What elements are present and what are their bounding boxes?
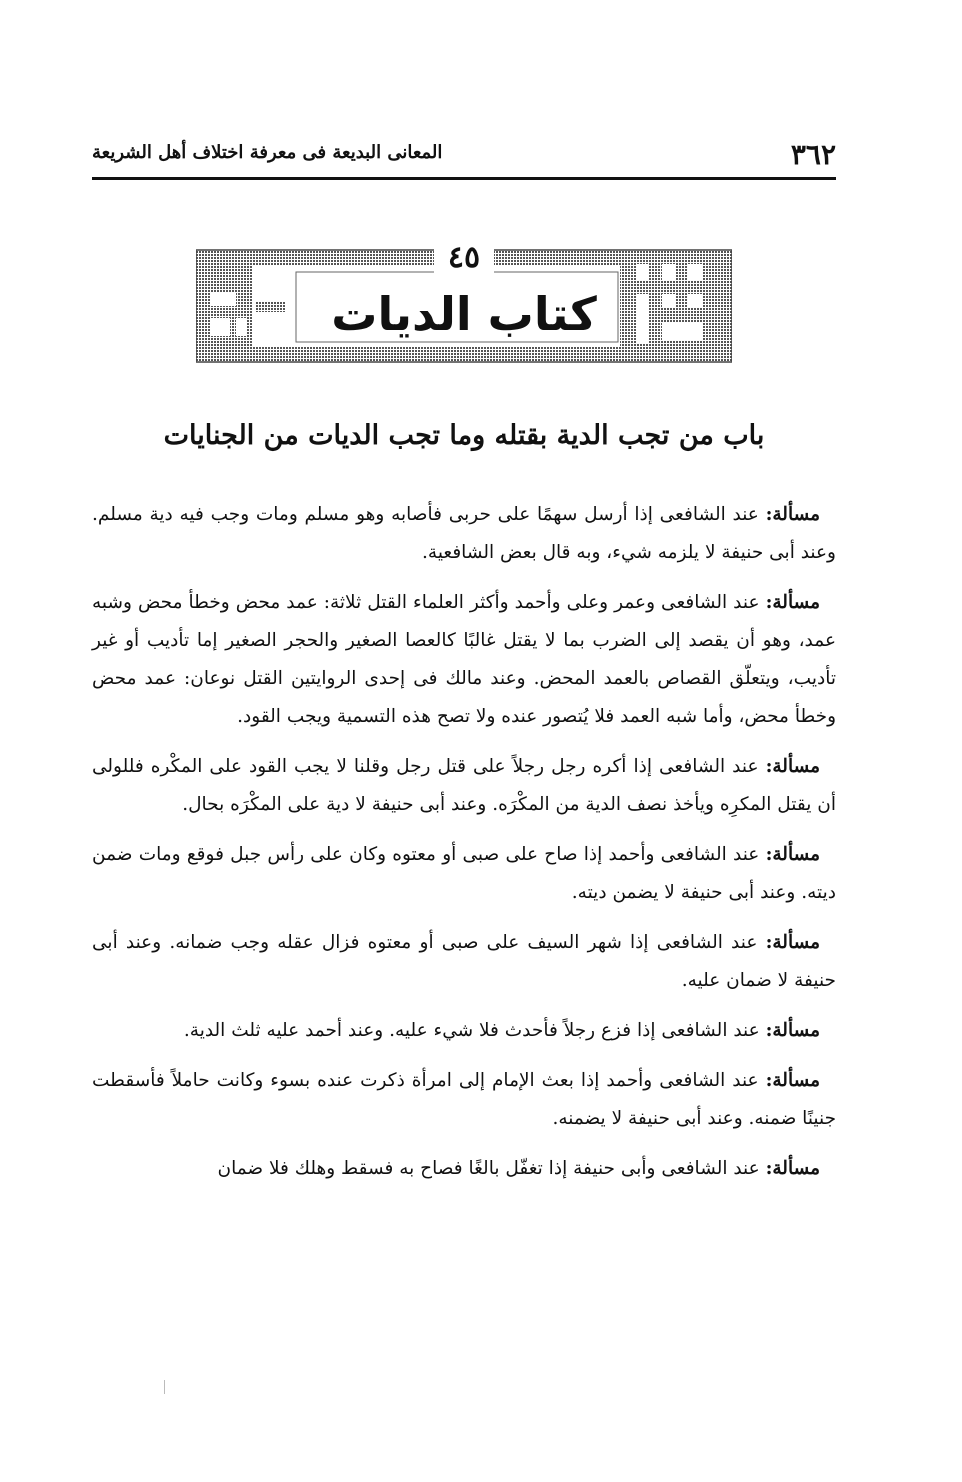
masala-label: مسألة:: [765, 844, 820, 865]
masala-label: مسألة:: [765, 1020, 820, 1041]
masala-label: مسألة:: [765, 1070, 820, 1091]
page-number: ٣٦٢: [790, 138, 836, 171]
masala-paragraph: [92, 1012, 836, 1050]
masala-paragraph: [92, 1062, 836, 1138]
masala-paragraph: [92, 924, 836, 1000]
masala-label: مسألة:: [765, 504, 820, 525]
chapter-number-text: ٤٥: [434, 240, 494, 275]
masala-text: عند الشافعى وأحمد إذا بعث الإمام إلى امرأة ذكرت عنده بسوء وكانت حاملاً فأسقطت جنينًا ضمنه. وعند أبى حنيفة لا يضمنه.: [92, 1070, 836, 1129]
chapter-number: [196, 242, 732, 274]
masala-paragraph: [92, 1150, 836, 1188]
masala-text: عند الشافعى إذا أرسل سهمًا على حربى فأصابه وهو مسلم ومات وجب فيه دية مسلم. وعند أبى حنيفة لا يلزمه شيء، وبه قال بعض الشافعية.: [92, 504, 836, 563]
masala-label: مسألة:: [765, 1158, 820, 1179]
masala-label: مسألة:: [765, 932, 820, 953]
body-text: [92, 496, 836, 1200]
running-title: المعانى البديعة فى معرفة اختلاف أهل الشريعة: [92, 142, 443, 163]
chapter-title: كتاب الديات: [331, 287, 597, 341]
masala-paragraph: [92, 584, 836, 736]
masala-paragraph: [92, 496, 836, 572]
masala-text: عند الشافعى وأحمد إذا صاح على صبى أو معتوه وكان على رأس جبل فوقع ومات ضمن ديته. وعند أبى حنيفة لا يضمن ديته.: [92, 844, 836, 903]
chapter-title-frame: [196, 242, 732, 370]
header-rule: [92, 177, 836, 180]
scan-mark: [164, 1380, 165, 1394]
masala-label: مسألة:: [765, 756, 820, 777]
masala-paragraph: [92, 748, 836, 824]
section-heading: باب من تجب الدية بقتله وما تجب الديات من الجنايات: [163, 420, 765, 451]
masala-text: عند الشافعى وعمر وعلى وأحمد وأكثر العلماء القتل ثلاثة: عمد محض وخطأ محض وشبه عمد، وهو أن يقصد إلى الضرب بما لا يقتل غالبًا كالعصا الصغير والحجر الصغير إما تأديب أو غير تأديب، ويتعلّق القصاص بالعمد المحض. وعند مالك فى إحدى الروايتين القتل نوعان: عمد محض وخطأ محض، وأما شبه العمد فلا يُتصور عنده ولا تصح هذه التسمية ويجب القود.: [92, 592, 836, 727]
masala-text: عند الشافعى إذا أكره رجل رجلاً على قتل رجل وقلنا لا يجب القود على المكْره فللولى أن يقتل المكرِه ويأخذ نصف الدية من المكْرَه. وعند أبى حنيفة لا دية على المكْرَه بحال.: [92, 756, 836, 815]
masala-label: مسألة:: [765, 592, 820, 613]
masala-paragraph: [92, 836, 836, 912]
masala-text: عند الشافعى وأبى حنيفة إذا تغفّل بالغًا فصاح به فسقط وهلك فلا ضمان: [217, 1158, 766, 1179]
masala-text: عند الشافعى إذا شهر السيف على صبى أو معتوه فزال عقله وجب ضمانه. وعند أبى حنيفة لا ضمان عليه.: [92, 932, 836, 991]
page-header: [92, 128, 836, 178]
masala-text: عند الشافعى إذا فزع رجلاً فأحدث فلا شيء عليه. وعند أحمد عليه ثلث الدية.: [183, 1020, 766, 1041]
